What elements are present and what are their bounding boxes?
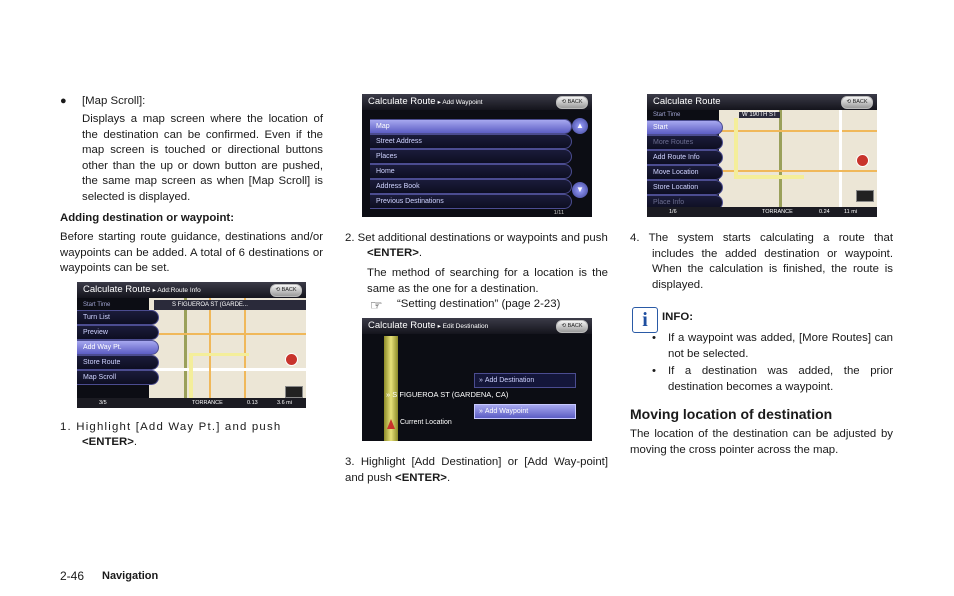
step-4: 4. The system starts calculating a route that includes the added destination or waypoint. When the calculation is finished, the route is displayed. xyxy=(630,232,893,291)
add-destination-button[interactable]: » Add Destination xyxy=(474,373,576,388)
menu-item-previous-destinations[interactable]: Previous Destinations xyxy=(370,194,572,209)
map-view xyxy=(149,298,306,408)
menu-item-map-scroll[interactable]: Map Scroll xyxy=(77,370,159,385)
step-1-period: . xyxy=(133,436,138,448)
menu-item-preview[interactable]: Preview xyxy=(77,325,159,340)
address-label: S FIGUEROA ST (GARDENA, CA) xyxy=(392,390,509,399)
back-button[interactable]: ⟲ BACK xyxy=(556,320,588,333)
screen-edit-destination xyxy=(362,318,592,441)
page-indicator: 3/5 xyxy=(99,400,107,406)
distance-1: 0.13 xyxy=(247,400,258,406)
map-view xyxy=(719,110,877,217)
place-name: TORRANCE xyxy=(762,209,793,215)
step-1-cont xyxy=(82,435,137,451)
back-label: BACK xyxy=(281,287,297,293)
enter-key: <ENTER> xyxy=(82,436,134,448)
back-button[interactable]: ⟲ BACK xyxy=(841,96,873,109)
map-status-bar xyxy=(77,398,306,408)
section-heading-moving: Moving location of destination xyxy=(630,406,833,422)
info-bullet-1-dot: • xyxy=(652,332,656,344)
step-2-text: 2. Set additional destinations or waypoints and push xyxy=(345,232,608,244)
menu-item-place-info: Place Info xyxy=(647,195,723,210)
screen-title: Calculate Route xyxy=(368,96,436,107)
add-waypoint-button[interactable]: » Add Waypoint xyxy=(474,404,576,419)
screen-add-waypoint xyxy=(362,94,592,217)
info-bullet-2-dot: • xyxy=(652,365,656,377)
step-1 xyxy=(60,420,323,436)
info-label: INFO: xyxy=(662,311,694,323)
map-status-bar xyxy=(647,207,877,217)
scroll-up-icon[interactable]: ▲ xyxy=(572,118,588,134)
page-indicator: 1/11 xyxy=(553,210,564,216)
waypoint-address: » S FIGUEROA ST (GARDENA, CA) xyxy=(386,390,509,399)
back-label: BACK xyxy=(567,323,583,329)
screen-title: Calculate Route xyxy=(83,284,151,295)
bullet-dot: ● xyxy=(60,95,67,107)
screen-title: Calculate Route xyxy=(368,320,436,331)
screen-add-route-info xyxy=(77,282,306,408)
distance-2: 3.6 mi xyxy=(277,400,292,406)
moving-description: The location of the destination can be adjusted by moving the cross pointer across the map. xyxy=(630,428,893,456)
add-waypoint-label: Add Waypoint xyxy=(484,408,529,415)
page-number: 2-46 xyxy=(60,569,85,583)
menu-item-store-location[interactable]: Store Location xyxy=(647,180,723,195)
zoom-icon[interactable] xyxy=(856,190,874,202)
menu-item-home[interactable]: Home xyxy=(370,164,572,179)
menu-item-store-route[interactable]: Store Route xyxy=(77,355,159,370)
menu-item-start-time[interactable]: Start Time xyxy=(653,112,681,118)
distance-2: 11 mi xyxy=(844,209,858,215)
screen-title: Calculate Route xyxy=(653,96,721,107)
menu-item-add-way-pt[interactable]: Add Way Pt. xyxy=(77,340,159,355)
add-destination-label: Add Destination xyxy=(484,377,535,384)
enter-key: <ENTER> xyxy=(395,471,447,484)
street-label: W 190TH ST xyxy=(739,112,780,118)
page-reference: “Setting destination” (page 2-23) xyxy=(397,298,561,310)
step-2-cont xyxy=(367,246,422,262)
menu-item-places[interactable]: Places xyxy=(370,149,572,164)
step-2-period: . xyxy=(418,247,423,259)
step-1-text: 1. Highlight [Add Way Pt.] and push xyxy=(60,421,282,433)
zoom-icon[interactable] xyxy=(285,386,303,398)
step-3-period: . xyxy=(446,471,451,484)
back-label: BACK xyxy=(852,99,868,105)
back-label: BACK xyxy=(567,99,583,105)
menu-item-street-address[interactable]: Street Address xyxy=(370,134,572,149)
map-scroll-label: [Map Scroll]: xyxy=(82,95,146,107)
menu-item-map[interactable]: Map xyxy=(370,119,572,134)
street-label: S FIGUEROA ST (GARDE... xyxy=(154,300,306,310)
step-2 xyxy=(345,231,608,247)
menu-item-turn-list[interactable]: Turn List xyxy=(77,310,159,325)
info-icon: i xyxy=(632,307,658,333)
map-scroll-description: Displays a map screen where the location of the destination can be confirmed. Even if the map screen is touched or directional buttons other than the up or down button are pushed, the same map screen as when [Map Scroll] is selected is displayed. xyxy=(82,113,323,203)
menu-item-more-routes: More Routes xyxy=(647,135,723,150)
menu-item-start-time[interactable]: Start Time xyxy=(83,302,111,308)
reference-hand-icon: ☞ xyxy=(370,297,383,313)
menu-item-start[interactable]: Start xyxy=(647,120,723,135)
method-note: The method of searching for a location is the same as the one for a destination. xyxy=(367,267,608,295)
menu-item-move-location[interactable]: Move Location xyxy=(647,165,723,180)
back-button[interactable]: ⟲ BACK xyxy=(270,284,302,297)
back-button[interactable]: ⟲ BACK xyxy=(556,96,588,109)
screen-calculate-route xyxy=(647,94,877,217)
step-3-text: 3. Highlight [Add Destination] or [Add Way-point] and push xyxy=(345,456,608,484)
menu-item-add-route-info[interactable]: Add Route Info xyxy=(647,150,723,165)
intro-paragraph: Before starting route guidance, destinations and/or waypoints can be added. A total of 6 destinations or waypoints can be set. xyxy=(60,231,323,274)
footer-section: Navigation xyxy=(102,570,159,582)
current-location: Current Location xyxy=(400,419,452,426)
menu-item-address-book[interactable]: Address Book xyxy=(370,179,572,194)
place-name: TORRANCE xyxy=(192,400,223,406)
info-bullet-2: If a destination was added, the prior destination becomes a waypoint. xyxy=(668,365,893,393)
distance-1: 0.24 xyxy=(819,209,830,215)
enter-key: <ENTER> xyxy=(367,247,419,259)
section-heading: Adding destination or waypoint: xyxy=(60,212,235,224)
info-bullet-1: If a waypoint was added, [More Routes] can not be selected. xyxy=(668,332,893,360)
screen-subtitle: ▸ Edit Destination xyxy=(437,323,489,330)
scroll-down-icon[interactable]: ▼ xyxy=(572,182,588,198)
destination-pin-icon xyxy=(856,154,869,167)
screen-subtitle: ▸ Add:Route Info xyxy=(152,287,201,294)
screen-subtitle: ▸ Add Waypoint xyxy=(437,99,483,106)
destination-pin-icon xyxy=(285,353,298,366)
step-3 xyxy=(345,455,608,486)
page-indicator: 1/6 xyxy=(669,209,677,215)
